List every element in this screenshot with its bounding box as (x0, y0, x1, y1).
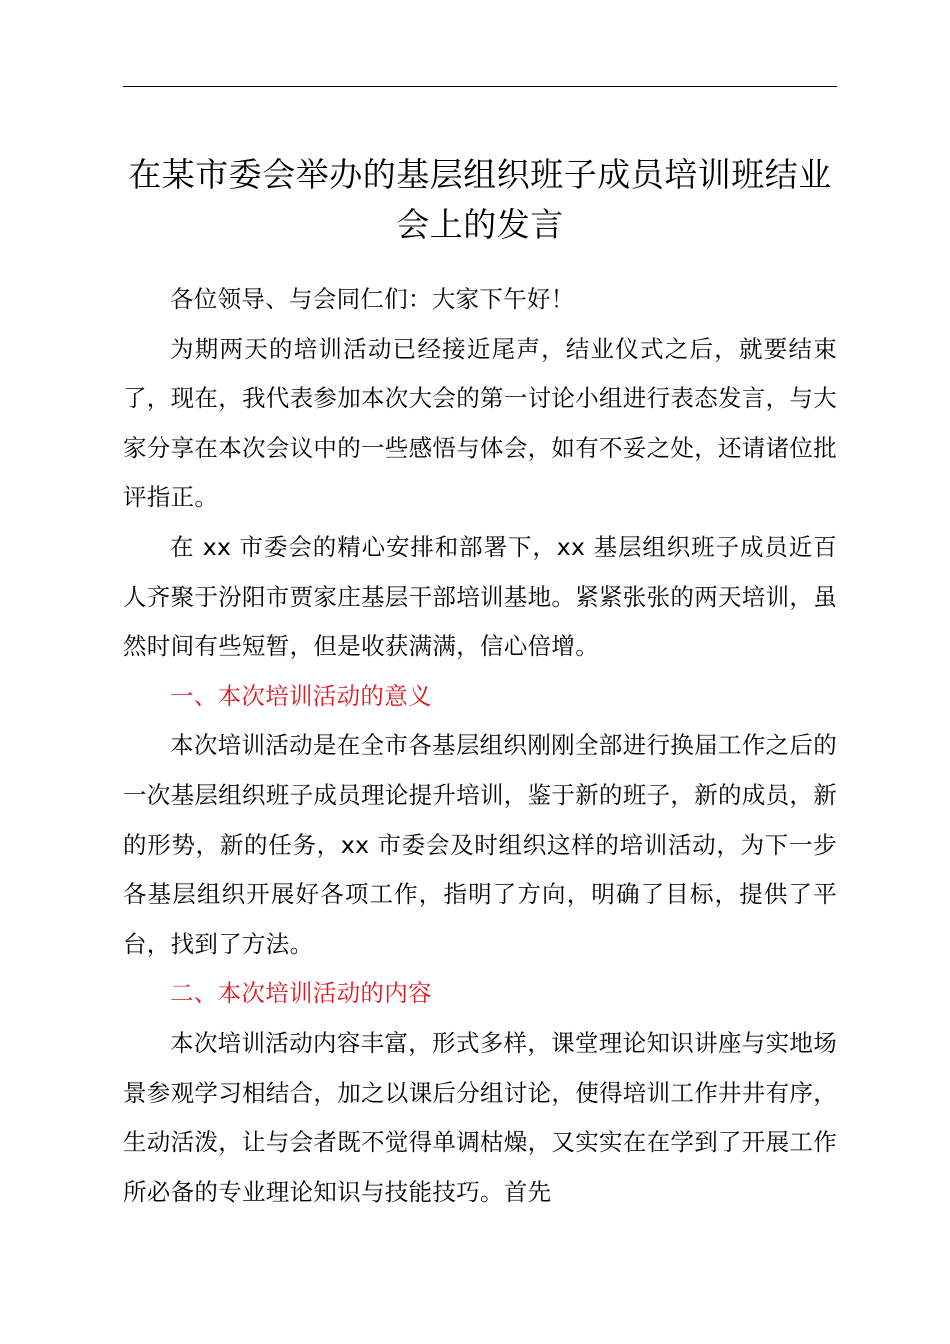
section-1-heading: 一、本次培训活动的意义 (170, 681, 432, 710)
header-rule (123, 86, 837, 87)
section-2-heading: 二、本次培训活动的内容 (170, 979, 432, 1008)
section-1-paragraph: 本次培训活动是在全市各基层组织刚刚全部进行换届工作之后的一次基层组织班子成员理论提升培训，鉴于新的班子，新的成员，新的形势，新的任务，xx 市委会及时组织这样的培训活动，为下一步各基层组织开展好各项工作，指明了方向，明确了目标，提供了平台，找到了方法。 (123, 731, 837, 958)
section-2-paragraph: 本次培训活动内容丰富，形式多样，课堂理论知识讲座与实地场景参观学习相结合，加之以课后分组讨论，使得培训工作井井有序，生动活泼，让与会者既不觉得单调枯燥，又实实在在学到了开展工作所必备的专业理论知识与技能技巧。首先 (123, 1028, 837, 1206)
greeting-paragraph: 各位领导、与会同仁们：大家下午好！ (170, 285, 575, 313)
document-title: 在某市委会举办的基层组织班子成员培训班结业会上的发言 (128, 155, 832, 244)
document-body (123, 275, 837, 1217)
context-paragraph: 在 xx 市委会的精心安排和部署下，xx 基层组织班子成员近百人齐聚于汾阳市贾家庄基层干部培训基地。紧紧张张的两天培训，虽然时间有些短暂，但是收获满满，信心倍增。 (123, 532, 837, 661)
intro-paragraph: 为期两天的培训活动已经接近尾声，结业仪式之后，就要结束了，现在，我代表参加本次大会的第一讨论小组进行表态发言，与大家分享在本次会议中的一些感悟与体会，如有不妥之处，还请诸位批评指正。 (123, 334, 837, 512)
